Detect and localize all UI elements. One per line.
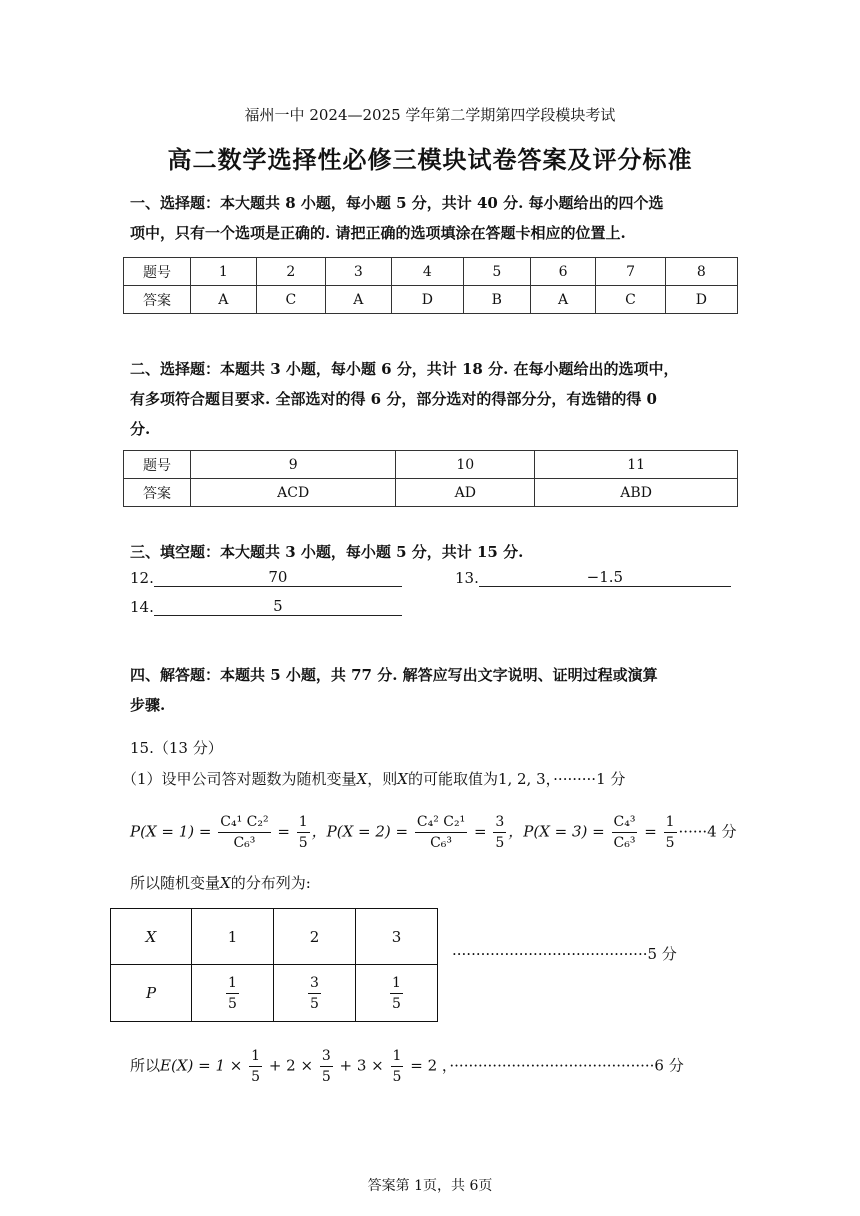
p-value: $\frac{3}{5}$ <box>274 965 356 1022</box>
answer-cell: A <box>325 286 391 314</box>
exp-prefix: 所以 <box>130 1056 161 1075</box>
question-cell: 1 <box>191 258 257 286</box>
exp-part: + 3 × <box>339 1056 384 1075</box>
question-cell: 4 <box>391 258 463 286</box>
x-label: X <box>111 909 192 965</box>
step1-tail: 的可能取值为1, 2, 3， <box>407 770 554 788</box>
section4-line2: 步骤. <box>130 696 166 714</box>
p-value: $\frac{1}{5}$ <box>356 965 438 1022</box>
p1-fraction: $\frac{\text{C₄¹ C₂²}}{\text{C₆³}}$ <box>220 814 269 851</box>
p1-lhs: P(X = 1) = <box>130 822 212 841</box>
x-value: 3 <box>356 909 438 965</box>
row-label-answer: 答案 <box>124 286 191 314</box>
fill-answer: −1.5 <box>479 568 731 587</box>
section2-line3: 分. <box>130 420 151 438</box>
page-title: 高二数学选择性必修三模块试卷答案及评分标准 <box>167 145 693 174</box>
question-cell: 2 <box>256 258 325 286</box>
p2-lhs: ，P(X = 2) = <box>311 822 409 841</box>
table-row-x <box>111 909 438 965</box>
question-cell: 11 <box>535 451 738 479</box>
answer-cell: C <box>256 286 325 314</box>
score-mark: 6 分 <box>654 1056 684 1075</box>
section2-instructions <box>130 354 730 444</box>
question-cell: 8 <box>665 258 737 286</box>
p3-lhs: ，P(X = 3) = <box>508 822 605 841</box>
question-cell: 9 <box>191 451 396 479</box>
variable-x: X <box>356 770 368 788</box>
section2-line1: 二、选择题：本题共 3 小题，每小题 6 分，共计 18 分. 在每小题给出的选项中， <box>130 360 679 378</box>
q15-dist-intro <box>130 872 311 893</box>
leader-dots: ········································· <box>452 945 648 963</box>
exp-fraction: $\frac{3}{5}$ <box>321 1048 331 1085</box>
equals-sign: = <box>474 822 487 841</box>
leader-dots: ··········································· <box>449 1056 655 1075</box>
question-cell: 10 <box>396 451 535 479</box>
section1-instructions <box>130 188 730 248</box>
table-row-answers <box>124 479 738 507</box>
row-label-question: 题号 <box>124 258 191 286</box>
score-mark: 5 分 <box>647 945 677 963</box>
leader-dots: ······ <box>678 822 708 841</box>
section1-answer-table <box>123 257 738 314</box>
fill-item-12 <box>130 568 402 587</box>
section4-instructions <box>130 660 730 720</box>
q15-probabilities <box>130 812 737 853</box>
fill-item-14 <box>130 597 402 616</box>
q15-step1 <box>122 768 732 789</box>
section2-line2: 有多项符合题目要求. 全部选对的得 6 分，部分选对的得部分分，有选错的得 0 <box>130 390 657 408</box>
question-cell: 7 <box>596 258 665 286</box>
fill-number: 14. <box>130 598 154 616</box>
step1-mid: ，则 <box>367 770 398 788</box>
leader-dots: ········· <box>553 770 597 788</box>
exp-fraction: $\frac{1}{5}$ <box>251 1048 261 1085</box>
page-footer: 答案第 1页，共 6页 <box>367 1178 493 1194</box>
exp-fraction: $\frac{1}{5}$ <box>392 1048 402 1085</box>
exp-part: + 2 × <box>268 1056 314 1075</box>
score-mark: 4 分 <box>707 822 737 841</box>
fill-item-13 <box>455 568 731 587</box>
fill-number: 13. <box>455 569 479 587</box>
section4-line1: 四、解答题：本题共 5 小题，共 77 分. 解答应写出文字说明、证明过程或演算 <box>130 666 658 684</box>
fill-answer: 70 <box>154 568 402 587</box>
table-row-p <box>111 965 438 1022</box>
section1-line1: 一、选择题：本大题共 8 小题，每小题 5 分，共计 40 分. 每小题给出的四个选 <box>130 194 664 212</box>
answer-cell: A <box>191 286 257 314</box>
answer-cell: A <box>530 286 596 314</box>
table-row-questions <box>124 451 738 479</box>
answer-cell: AD <box>396 479 535 507</box>
variable-x: X <box>397 770 408 788</box>
exam-subtitle: 福州一中 2024—2025 学年第二学期第四学段模块考试 <box>244 106 616 124</box>
answer-cell: C <box>596 286 665 314</box>
step1-text: （1）设甲公司答对题数为随机变量 <box>122 770 357 788</box>
question-cell: 5 <box>463 258 530 286</box>
p-value: $\frac{1}{5}$ <box>192 965 274 1022</box>
fill-answer: 5 <box>154 597 402 616</box>
exp-part: = 2 ， <box>410 1056 450 1075</box>
fill-number: 12. <box>130 569 154 587</box>
answer-cell: ACD <box>191 479 396 507</box>
row-label-question: 题号 <box>124 451 191 479</box>
q15-label: 15.（13 分） <box>130 739 223 757</box>
equals-sign: = <box>644 822 657 841</box>
p3-fraction: $\frac{\text{C₄³}}{\text{C₆³}}$ <box>613 814 636 851</box>
p2-value: $\frac{3}{5}$ <box>495 814 505 851</box>
answer-cell: B <box>463 286 530 314</box>
variable-x: X <box>220 874 231 892</box>
p-label: P <box>111 965 192 1022</box>
q15-dist-score <box>452 943 677 964</box>
section2-answer-table <box>123 450 738 507</box>
answer-cell: D <box>665 286 737 314</box>
distribution-table <box>110 908 438 1022</box>
x-value: 2 <box>274 909 356 965</box>
q15-expectation <box>130 1046 730 1087</box>
section3-heading: 三、填空题：本大题共 3 小题，每小题 5 分，共计 15 分. <box>130 543 524 561</box>
answer-cell: ABD <box>535 479 738 507</box>
x-value: 1 <box>192 909 274 965</box>
answer-cell: D <box>391 286 463 314</box>
p2-fraction: $\frac{\text{C₄² C₂¹}}{\text{C₆³}}$ <box>416 814 466 851</box>
question-cell: 3 <box>325 258 391 286</box>
dist-intro-tail: 的分布列为: <box>230 874 311 892</box>
dist-intro-text: 所以随机变量 <box>130 874 221 892</box>
p1-value: $\frac{1}{5}$ <box>298 814 308 851</box>
exp-part: E(X) = 1 × <box>160 1056 243 1075</box>
row-label-answer: 答案 <box>124 479 191 507</box>
section1-line2: 项中，只有一个选项是正确的. 请把正确的选项填涂在答题卡相应的位置上. <box>130 224 626 242</box>
p3-value: $\frac{1}{5}$ <box>665 814 675 851</box>
score-mark: 1 分 <box>596 770 626 788</box>
table-row-questions <box>124 258 738 286</box>
question-cell: 6 <box>530 258 596 286</box>
table-row-answers <box>124 286 738 314</box>
equals-sign: = <box>277 822 290 841</box>
